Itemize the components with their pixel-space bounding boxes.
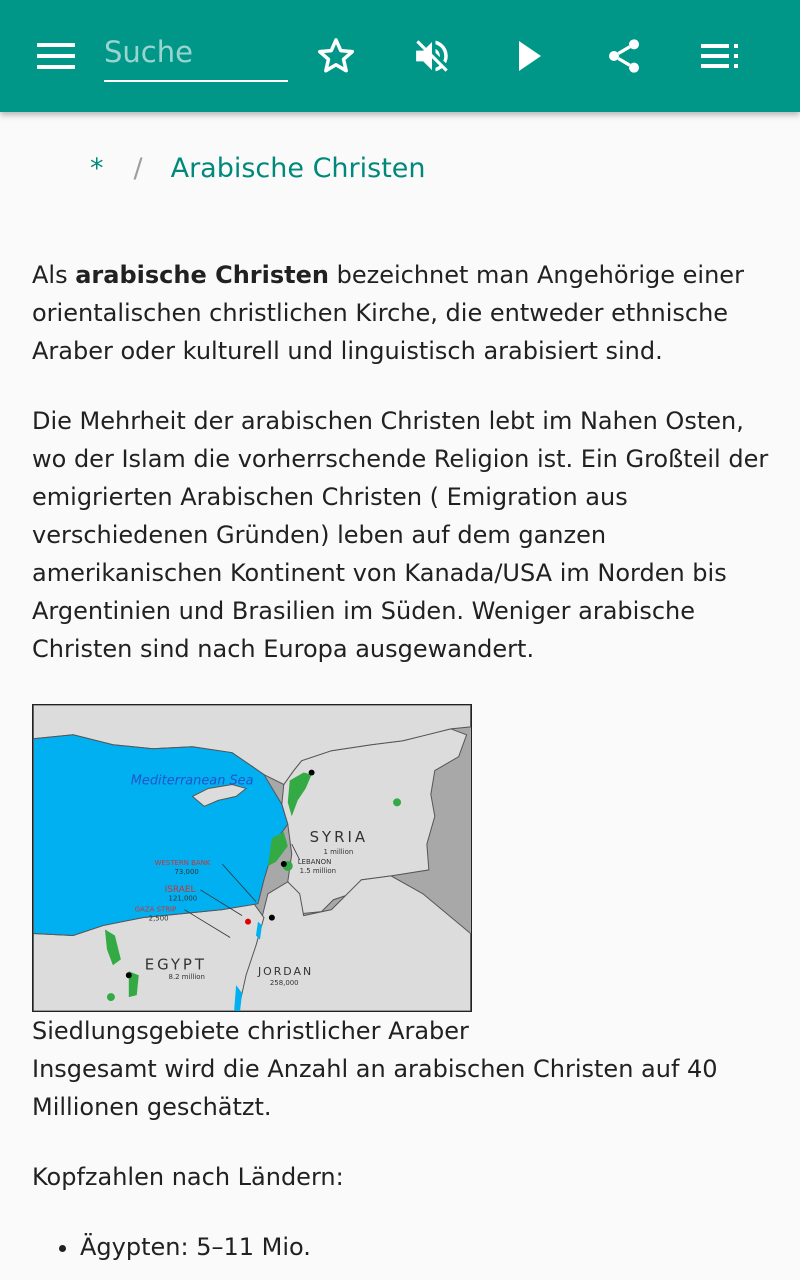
intro-text-end: bezeichnet man Angehörige einer orientalischen christlichen Kirche, die entweder ethnische Araber oder kulturell und linguistisch arabisiert sind. [32, 261, 744, 365]
play-button[interactable] [498, 24, 562, 88]
star-outline-icon [315, 35, 357, 77]
map-label-jordan: JORDAN [257, 965, 314, 979]
paragraph-total: Insgesamt wird die Anzahl an arabischen Christen auf 40 Millionen geschätzt. [32, 1055, 718, 1121]
map-count-egypt: 8.2 million [168, 973, 205, 982]
map-count-jordan: 258,000 [269, 979, 299, 988]
map-label-westbank: WESTERN BANK [154, 858, 211, 867]
breadcrumb-separator: / [133, 152, 143, 184]
search-field[interactable] [104, 24, 288, 82]
article-content [32, 256, 772, 1266]
list-item: • Ägypten: 5–11 Mio. [80, 1228, 772, 1266]
map-label-lebanon: LEBANON [297, 857, 332, 866]
intro-bold-term: arabische Christen [75, 261, 329, 289]
playlist-icon [701, 42, 739, 70]
map-count-lebanon: 1.5 million [299, 866, 337, 875]
play-icon [515, 39, 545, 73]
menu-button[interactable] [24, 24, 88, 88]
hamburger-menu-icon [37, 42, 75, 70]
map-count-syria: 1 million [323, 848, 354, 857]
bookmark-button[interactable] [304, 24, 368, 88]
map-count-gaza: 2,500 [148, 914, 169, 923]
map-label-gaza: GAZA STRIP [134, 905, 177, 914]
mute-button[interactable] [400, 24, 464, 88]
breadcrumb-current[interactable]: Arabische Christen [170, 152, 426, 184]
share-icon [604, 35, 644, 77]
contents-button[interactable] [688, 24, 752, 88]
spacer [32, 1126, 772, 1158]
map-label-egypt: EGYPT [144, 955, 207, 974]
map-label-israel: ISRAEL [164, 884, 196, 895]
map-count-westbank: 73,000 [174, 867, 199, 876]
app-bar [0, 0, 800, 112]
paragraph-distribution: Die Mehrheit der arabischen Christen lebt im Nahen Osten, wo der Islam die vorherrschende Religion ist. Ein Großteil der emigrierten Arabischen Christen ( Emigration aus verschiedenen Gründen) leben auf dem ganzen amerikanischen Kontinent von Kanada/USA im Norden bis Argentinien und Brasilien im Süden. Weniger arabische Christen sind nach Europa ausgewandert. [32, 407, 769, 663]
christian-settlements-map[interactable] [32, 704, 472, 1012]
map-count-israel: 121,000 [168, 894, 198, 903]
intro-text-start: Als [32, 261, 76, 289]
map-label-syria: SYRIA [309, 828, 368, 847]
map-caption: Siedlungsgebiete christlicher Araber [32, 1017, 469, 1045]
country-list [32, 1228, 772, 1266]
map-label-sea: Mediterranean Sea [130, 773, 254, 789]
intro-paragraph [32, 256, 772, 370]
breadcrumb-root[interactable]: * [90, 152, 104, 184]
breadcrumb [90, 148, 426, 188]
volume-off-icon [411, 35, 453, 77]
share-button[interactable] [592, 24, 656, 88]
paragraph-by-country: Kopfzahlen nach Ländern: [32, 1163, 344, 1191]
search-input[interactable] [104, 24, 288, 80]
